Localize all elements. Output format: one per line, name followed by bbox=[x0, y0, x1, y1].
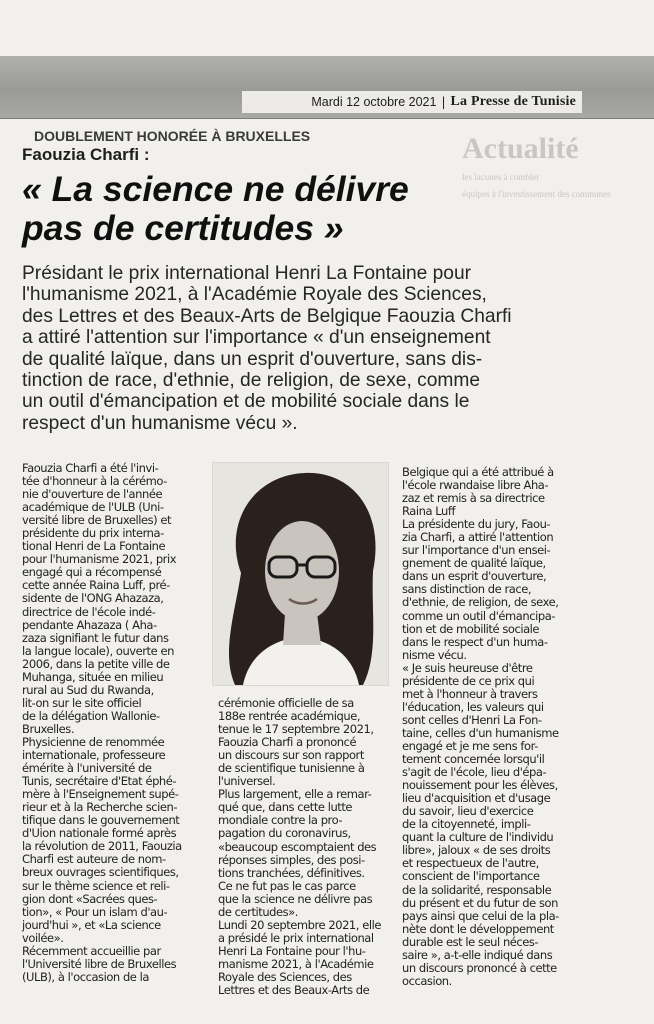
column-line: versité libre de Bruxelles) et bbox=[22, 513, 172, 528]
column-line: Muhanga, située en milieu bbox=[22, 669, 164, 684]
column-line: durable est le seul néces- bbox=[402, 934, 539, 949]
column-line: libre», jaloux « de ses droits bbox=[402, 843, 551, 858]
column-line: tifique dans le gouvernement bbox=[22, 813, 180, 828]
column-line: de scientifique tunisienne à bbox=[218, 761, 365, 776]
column-line: zia Charfi, a attiré l'attention bbox=[402, 530, 554, 545]
column-line: sur le thème science et reli- bbox=[22, 878, 170, 893]
column-line: «beaucoup escomptaient des bbox=[218, 839, 377, 854]
column-line: quant la culture de l'individu bbox=[402, 830, 554, 845]
column-line: Lettres et des Beaux-Arts de bbox=[218, 983, 370, 998]
column-line: Faouzia Charfi a été l'invi- bbox=[22, 461, 159, 475]
column-line: rural au Sud du Rwanda, bbox=[22, 682, 154, 697]
article-lead bbox=[22, 263, 632, 434]
column-line: engagé qui a récompensé bbox=[22, 565, 162, 580]
lead-line: des Lettres et des Beaux-Arts de Belgique Faouzia Charfi bbox=[22, 305, 512, 327]
column-line: (ULB), à l'occasion de la bbox=[22, 969, 149, 984]
column-line: voilée». bbox=[22, 930, 64, 945]
issue-date: Mardi 12 octobre 2021 bbox=[311, 95, 437, 109]
lead-line: un outil d'émancipation et de mobilité sociale dans le bbox=[22, 391, 470, 413]
column-line: la langue locale), ouverte en bbox=[22, 643, 174, 658]
article-column-2 bbox=[218, 697, 396, 997]
column-line: gnement de qualité laïque, bbox=[402, 556, 546, 571]
column-line: l'Université libre de Bruxelles bbox=[22, 956, 177, 971]
column-line: mondiale contre la pro- bbox=[218, 813, 343, 828]
column-line: Bruxelles. bbox=[22, 721, 75, 736]
column-line: directrice de l'école indé- bbox=[22, 604, 156, 619]
column-line: dans un esprit d'ouverture, bbox=[402, 569, 547, 584]
column-line: zaza signifiant le futur dans bbox=[22, 630, 169, 645]
lead-line: respect d'un humanisme vécu ». bbox=[22, 412, 298, 434]
column-line: émérite à l'université de bbox=[22, 761, 152, 776]
column-line: présidente de ce prix qui bbox=[402, 673, 535, 688]
column-line: tion et de mobilité sociale bbox=[402, 621, 540, 636]
column-line: nouissement pour les élèves, bbox=[402, 778, 558, 793]
column-line: lieu d'acquisition et d'usage bbox=[402, 791, 551, 806]
column-line: sont celles d'Henri La Fon- bbox=[402, 712, 542, 727]
bleed-through-title: Actualité bbox=[462, 132, 579, 165]
column-line: sur l'importance d'un ensei- bbox=[402, 543, 551, 558]
column-line: a présidé le prix international bbox=[218, 930, 374, 945]
column-line: et respectueux de l'autre, bbox=[402, 856, 539, 871]
article-headline bbox=[22, 170, 482, 248]
column-line: cérémonie officielle de sa bbox=[218, 696, 354, 710]
column-line: Ce ne fut pas le cas parce bbox=[218, 878, 356, 893]
column-line: tions tranchées, définitives. bbox=[218, 865, 365, 880]
lead-line: a attiré l'attention sur l'importance « d'un enseignement bbox=[22, 327, 491, 349]
column-line: breux ouvrages scientifiques, bbox=[22, 865, 179, 880]
column-line: 188e rentrée académique, bbox=[218, 709, 361, 724]
column-line: l'universel. bbox=[218, 774, 276, 789]
article-column-1 bbox=[22, 462, 214, 984]
column-line: sidente de l'ONG Ahazaza, bbox=[22, 591, 164, 606]
portrait-illustration bbox=[213, 463, 388, 685]
bleed-through-line: équipes à l'investissement des communes bbox=[462, 189, 611, 199]
column-line: Faouzia Charfi a prononcé bbox=[218, 735, 357, 750]
column-line: nète dont le développement bbox=[402, 921, 554, 936]
column-line: de la délégation Wallonie- bbox=[22, 708, 160, 723]
column-line: internationale, professeure bbox=[22, 748, 166, 763]
column-line: conscient de l'importance bbox=[402, 869, 540, 884]
column-line: Plus largement, elle a remar- bbox=[218, 787, 372, 802]
column-line: cette année Raina Luff, pré- bbox=[22, 578, 170, 593]
column-line: réponses simples, des posi- bbox=[218, 852, 365, 867]
column-line: de certitudes». bbox=[218, 904, 298, 919]
column-line: comme un outil d'émancipa- bbox=[402, 608, 555, 623]
column-line: rieur et à la Recherche scien- bbox=[22, 800, 178, 815]
column-line: mère à l'Enseignement supé- bbox=[22, 787, 179, 802]
column-line: Charfi est auteure de nom- bbox=[22, 852, 166, 867]
headline-line: pas de certitudes » bbox=[22, 208, 344, 248]
portrait-photo bbox=[212, 462, 389, 686]
column-line: du savoir, lieu d'exercice bbox=[402, 804, 534, 819]
column-line: taine, celles d'un humanisme bbox=[402, 725, 559, 740]
bleed-through-text bbox=[462, 132, 652, 242]
column-line: pays ainsi que celui de la pla- bbox=[402, 908, 559, 923]
column-line: un discours sur son rapport bbox=[218, 748, 364, 763]
column-line: « Je suis heureuse d'être bbox=[402, 660, 533, 675]
column-line: l'éducation, les valeurs qui bbox=[402, 699, 544, 714]
column-line: Lundi 20 septembre 2021, elle bbox=[218, 917, 381, 932]
column-line: Tunis, secrétaire d'Etat éphé- bbox=[22, 774, 177, 789]
column-line: académique de l'ULB (Uni- bbox=[22, 500, 164, 515]
column-line: gion dont «Sacrées ques- bbox=[22, 891, 158, 906]
column-line: tional Henri de La Fontaine bbox=[22, 539, 166, 554]
column-line: d'ethnie, de religion, de sexe, bbox=[402, 595, 559, 610]
column-line: dans le respect d'un huma- bbox=[402, 634, 548, 649]
lead-line: de qualité laïque, dans un esprit d'ouverture, sans dis- bbox=[22, 348, 483, 370]
headline-line: « La science ne délivre bbox=[22, 169, 409, 209]
column-line: Récemment accueillie par bbox=[22, 943, 161, 958]
column-line: engagé et je me sens for- bbox=[402, 738, 538, 753]
column-line: 2006, dans la petite ville de bbox=[22, 656, 170, 671]
column-line: Physicienne de renommée bbox=[22, 734, 165, 749]
column-line: Raina Luff bbox=[402, 504, 456, 519]
column-line: la révolution de 2011, Faouzia bbox=[22, 839, 182, 854]
article-column-3 bbox=[402, 466, 592, 988]
masthead-separator: | bbox=[441, 95, 446, 109]
column-line: saire », a-t-elle indiqué dans bbox=[402, 947, 553, 962]
column-line: Henri La Fontaine pour l'hu- bbox=[218, 943, 366, 958]
lead-line: l'humanisme 2021, à l'Académie Royale des Sciences, bbox=[22, 284, 487, 306]
column-line: pour l'humanisme 2021, prix bbox=[22, 552, 177, 567]
column-line: Belgique qui a été attribué à bbox=[402, 465, 554, 479]
column-line: l'école rwandaise libre Aha- bbox=[402, 478, 549, 493]
column-line: d'Uion nationale formé après bbox=[22, 826, 177, 841]
column-line: un discours prononcé à cette bbox=[402, 960, 557, 975]
masthead bbox=[242, 91, 582, 113]
column-line: lit-on sur le site officiel bbox=[22, 695, 142, 710]
article-subject-name: Faouzia Charfi : bbox=[22, 145, 150, 164]
column-line: tenue le 17 septembre 2021, bbox=[218, 722, 374, 737]
column-line: tion», « Pour un islam d'au- bbox=[22, 904, 168, 919]
column-line: pendante Ahazaza ( Aha- bbox=[22, 617, 157, 632]
column-line: pagation du coronavirus, bbox=[218, 826, 351, 841]
column-line: qué que, dans cette lutte bbox=[218, 800, 353, 815]
column-line: Royale des Sciences, des bbox=[218, 969, 352, 984]
lead-line: Présidant le prix international Henri La Fontaine pour bbox=[22, 263, 472, 284]
column-line: tée d'honneur à la cérémo- bbox=[22, 474, 167, 489]
column-line: zaz et remis à sa directrice bbox=[402, 491, 545, 506]
column-line: du présent et du futur de son bbox=[402, 895, 558, 910]
column-line: sans distinction de race, bbox=[402, 582, 532, 597]
column-line: tement concernée lorsqu'il bbox=[402, 752, 545, 767]
column-line: nie d'ouverture de l'année bbox=[22, 487, 163, 502]
column-line: de la citoyenneté, impli- bbox=[402, 817, 531, 832]
column-line: de la solidarité, responsable bbox=[402, 882, 552, 897]
column-line: met à l'honneur à travers bbox=[402, 686, 538, 701]
column-line: manisme 2021, à l'Académie bbox=[218, 956, 374, 971]
column-line: nisme vécu. bbox=[402, 647, 467, 662]
article-kicker: DOUBLEMENT HONORÉE À BRUXELLES bbox=[34, 128, 311, 144]
column-line: La présidente du jury, Faou- bbox=[402, 517, 551, 532]
lead-line: tinction de race, d'ethnie, de religion, de sexe, comme bbox=[22, 370, 481, 392]
column-line: jourd'hui », et «La science bbox=[22, 917, 161, 932]
bleed-through-line: les lacunes à combler bbox=[462, 172, 540, 182]
column-line: que la science ne délivre pas bbox=[218, 891, 373, 906]
column-line: occasion. bbox=[402, 973, 452, 988]
newspaper-name: La Presse de Tunisie bbox=[450, 94, 576, 109]
column-line: présidente du prix interna- bbox=[22, 526, 164, 541]
column-line: s'agit de l'école, lieu d'épa- bbox=[402, 765, 547, 780]
